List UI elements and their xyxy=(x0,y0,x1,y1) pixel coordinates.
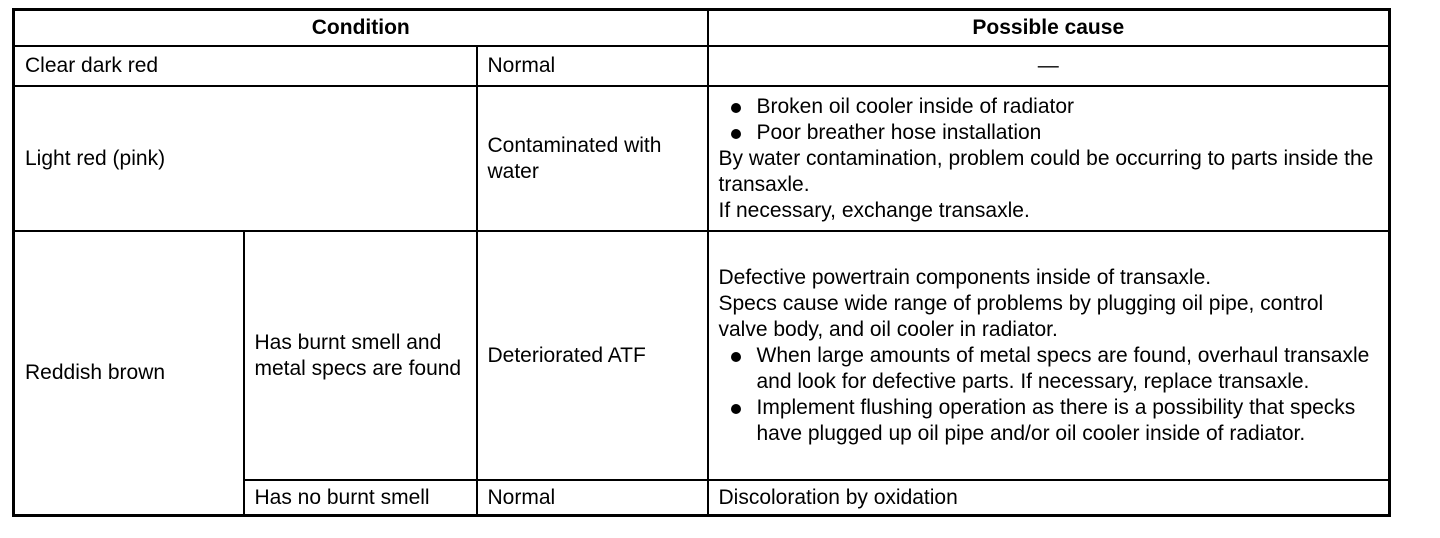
state-cell: Normal xyxy=(477,480,708,516)
header-condition: Condition xyxy=(14,10,708,47)
cause-text: By water contamination, problem could be occurring to parts inside the transaxle. xyxy=(718,146,1374,196)
list-item: Implement flushing operation as there is a possibility that specks have plugged up oil pipe and/or oil cooler inside of radiator. xyxy=(719,395,1379,447)
table-row xyxy=(14,46,1390,86)
table-row xyxy=(14,86,1390,231)
cause-cell: Discoloration by oxidation xyxy=(708,480,1390,516)
cause-cell xyxy=(708,231,1390,480)
cause-text: Defective powertrain components inside of transaxle. xyxy=(718,265,1212,289)
color-cell: Reddish brown xyxy=(14,231,244,516)
cause-text: Specs cause wide range of problems by plugging oil pipe, control valve body, and oil cooler in radiator. xyxy=(718,291,1324,341)
table-row xyxy=(14,231,1390,480)
cause-cell xyxy=(708,86,1390,231)
state-cell: Deteriorated ATF xyxy=(477,231,708,480)
bullet-icon xyxy=(731,352,741,362)
state-cell: Normal xyxy=(477,46,708,86)
atf-condition-table xyxy=(12,8,1391,517)
cause-cell: — xyxy=(708,46,1390,86)
cause-bullet-list xyxy=(719,343,1379,447)
bullet-icon xyxy=(731,103,741,113)
header-possible-cause: Possible cause xyxy=(708,10,1390,47)
list-item: Poor breather hose installation xyxy=(719,120,1379,146)
detail-cell: Has no burnt smell xyxy=(244,480,477,516)
cause-text: If necessary, exchange transaxle. xyxy=(718,198,1030,222)
color-cell: Clear dark red xyxy=(14,46,477,86)
list-item: When large amounts of metal specs are found, overhaul transaxle and look for defective parts. If necessary, replace transaxle. xyxy=(719,343,1379,395)
bullet-icon xyxy=(731,129,741,139)
detail-cell: Has burnt smell and metal specs are found xyxy=(244,231,477,480)
color-cell: Light red (pink) xyxy=(14,86,477,231)
state-cell: Contaminated with water xyxy=(477,86,708,231)
header-row xyxy=(14,10,1390,47)
list-item: Broken oil cooler inside of radiator xyxy=(719,94,1379,120)
cause-bullet-list xyxy=(719,94,1379,146)
bullet-icon xyxy=(731,404,741,414)
